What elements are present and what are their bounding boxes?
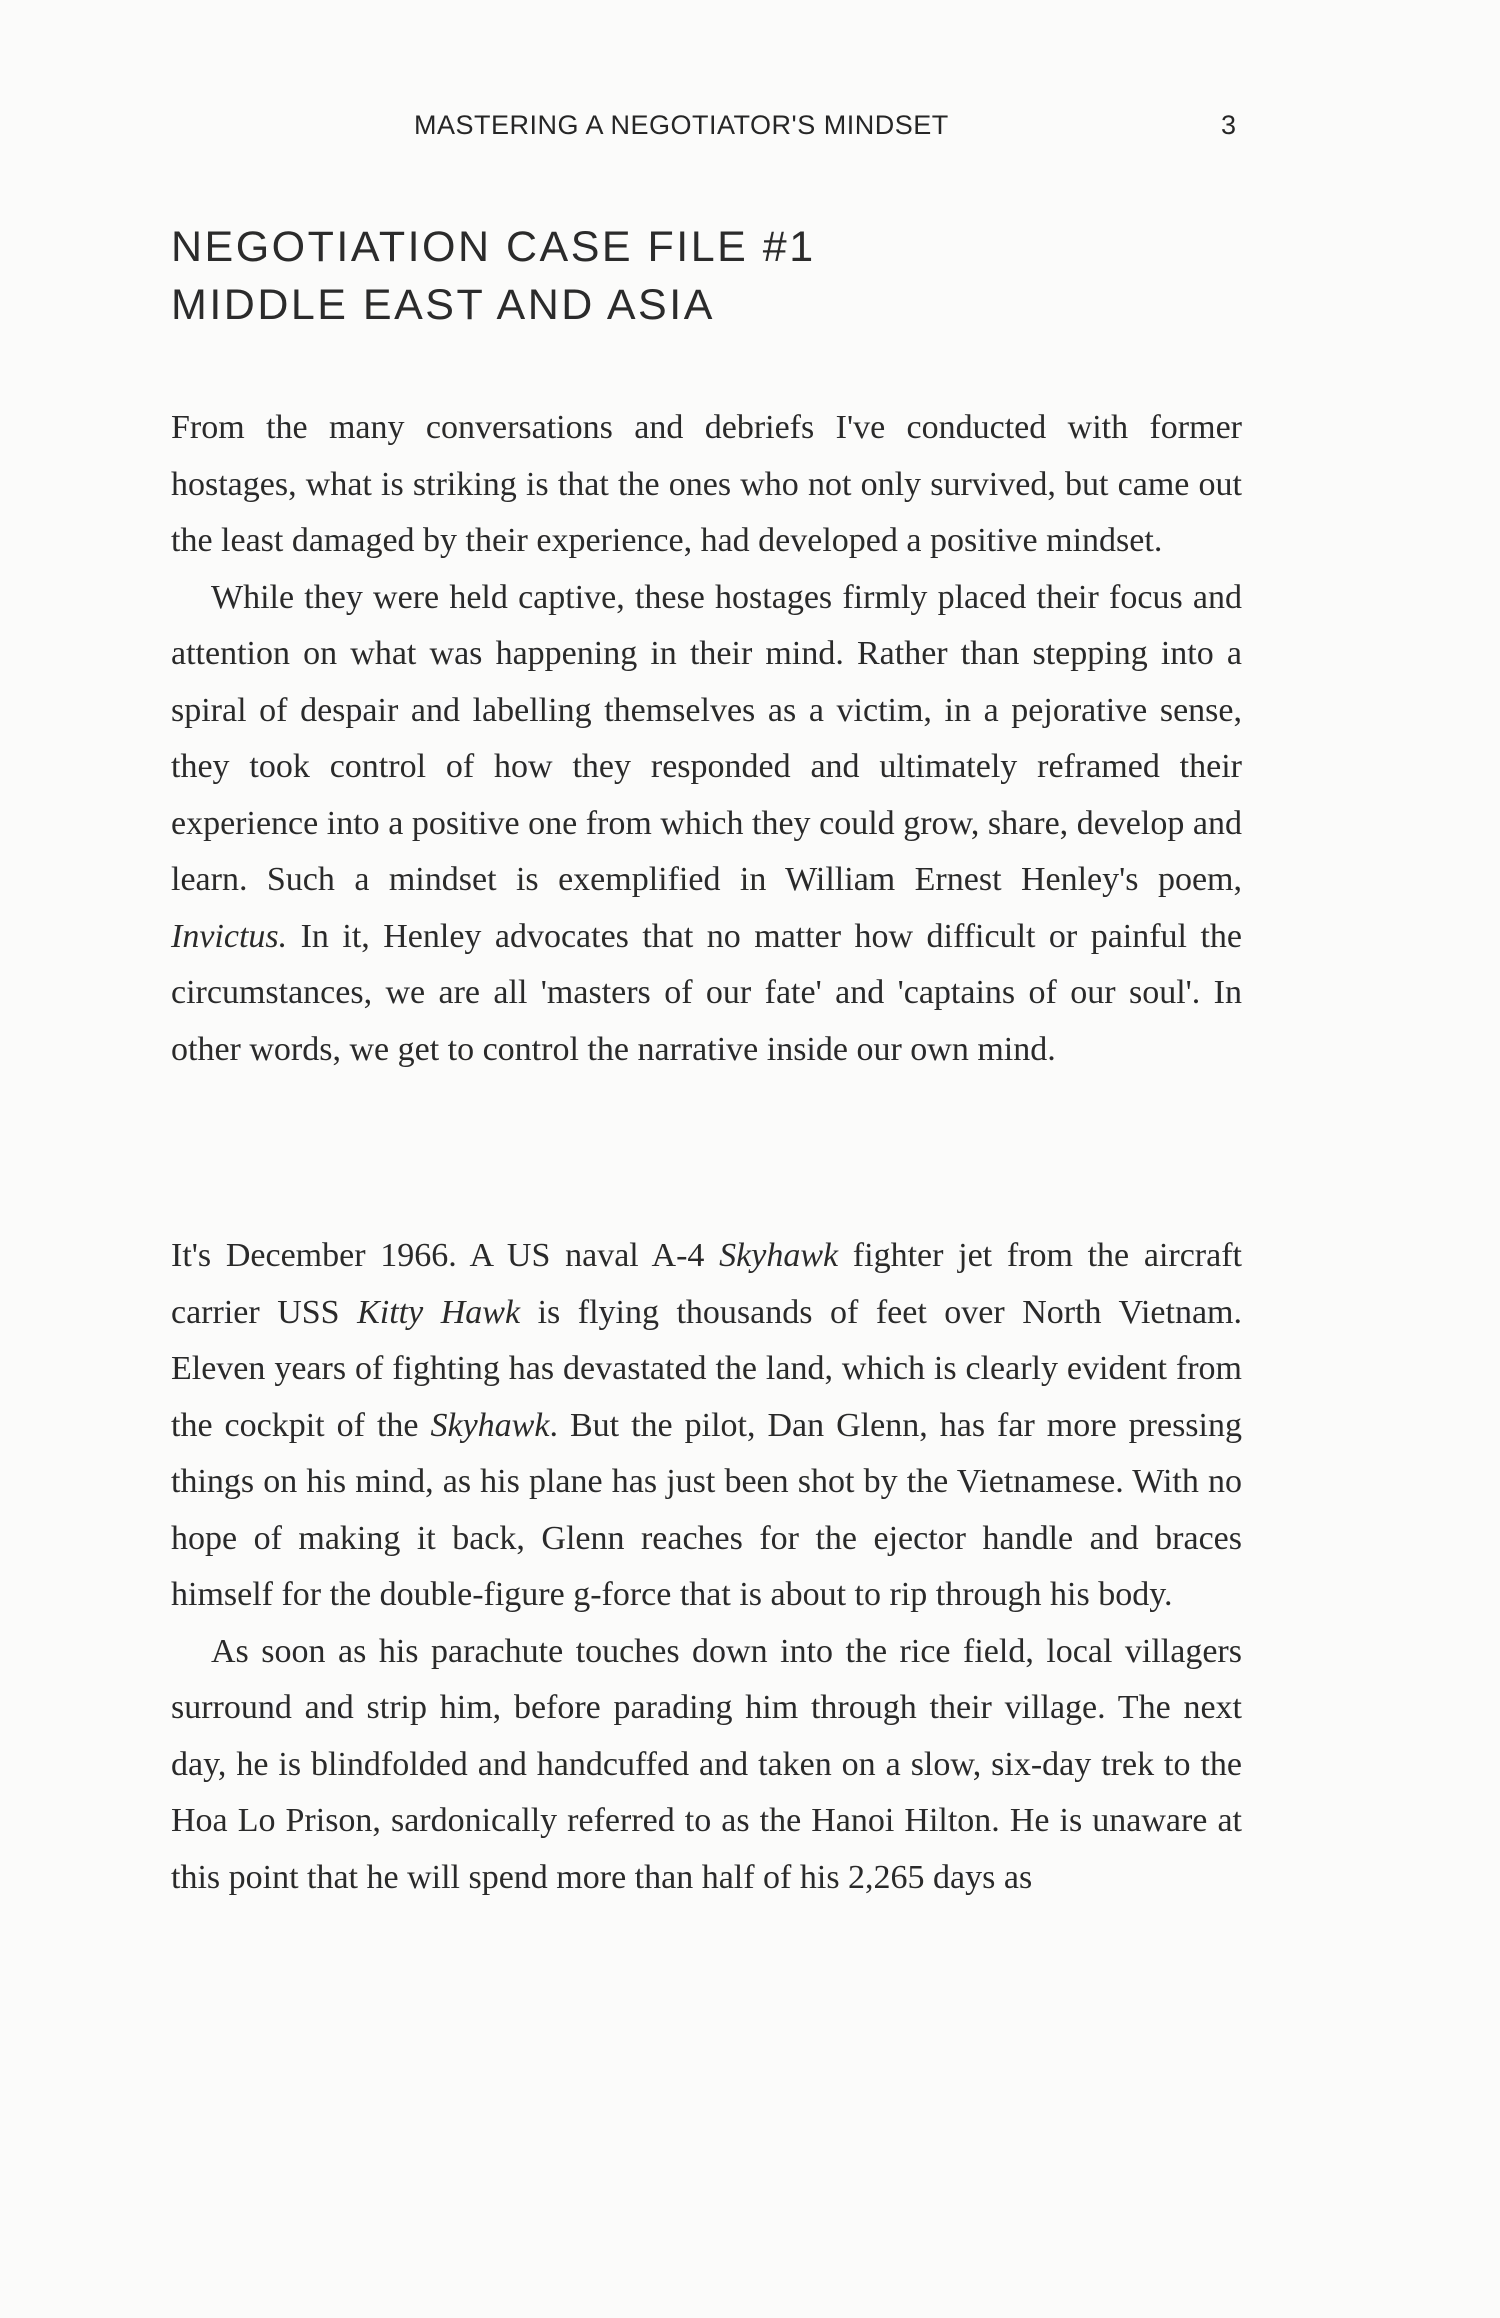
intro-section [171, 400, 1242, 1078]
text-run: fighter jet from the aircraft carrier USS [171, 1237, 1242, 1331]
paragraph [171, 570, 1242, 1079]
narrative-section [171, 1228, 1242, 1906]
text-run: is flying thousands of feet over North Vietnam. Eleven years of fighting has devastated the land, which is clearly evident from the cockpit of the [171, 1293, 1242, 1444]
page-number: 3 [1221, 110, 1237, 140]
paragraph: From the many conversations and debriefs I've conducted with former hostages, what is striking is that the ones who not only survived, but came out the least damaged by their experience, had developed a positive mindset. [171, 409, 1242, 559]
heading-line-1: NEGOTIATION CASE FILE #1 [171, 223, 816, 271]
text-run: While they were held captive, these hostages firmly placed their focus and attention on what was happening in their mind. Rather than stepping into a spiral of despair and labelling themselves as a victim, in a pejorative sense, they took control of how they responded and ultimately reframed their experience into a positive one from which they could grow, share, develop and learn. Such a mindset is exemplified in William Ernest Henley's poem, [171, 578, 1242, 898]
text-run: It's December 1966. A US naval A-4 [171, 1237, 720, 1274]
aircraft-name: Skyhawk [719, 1237, 839, 1274]
running-header [0, 110, 1500, 150]
paragraph [171, 1228, 1242, 1624]
heading-line-2: MIDDLE EAST AND ASIA [171, 281, 715, 329]
aircraft-name: Skyhawk [430, 1406, 550, 1444]
paragraph: As soon as his parachute touches down into the rice field, local villagers surround and strip him, before parading him through their village. The next day, he is blindfolded and handcuffed and taken on a slow, six-day trek to the Hoa Lo Prison, sardonically referred to as the Hanoi Hilton. He is unaware at this point that he will spend more than half of his 2,265 days as [171, 1632, 1242, 1896]
case-file-heading [171, 218, 1271, 334]
text-run: In it, Henley advocates that no matter how difficult or painful the circumstances, we are all 'masters of our fate' and 'captains of our soul'. In other words, we get to control the narrative inside our own mind. [171, 917, 1242, 1068]
running-title: MASTERING A NEGOTIATOR'S MINDSET [414, 110, 949, 140]
text-run: . But the pilot, Dan Glenn, has far more pressing things on his mind, as his plane has just been shot by the Vietnamese. With no hope of making it back, Glenn reaches for the ejector handle and braces himself for the double-figure g-force that is about to rip through his body. [171, 1406, 1242, 1613]
ship-name: Kitty Hawk [357, 1293, 521, 1331]
poem-title: Invictus. [171, 917, 288, 955]
